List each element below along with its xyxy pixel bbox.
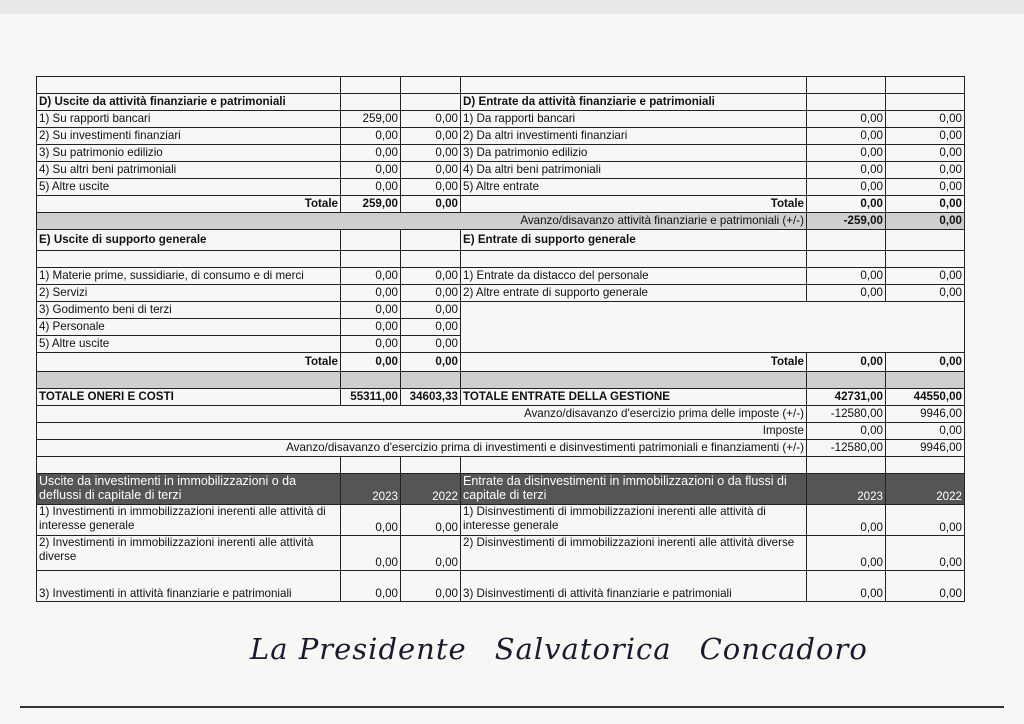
uscite-d-title: D) Uscite da attività finanziarie e patrimoniali (37, 94, 341, 111)
table-row: 5) Altre uscite 0,00 0,00 (37, 336, 965, 353)
rendiconto-table (36, 76, 965, 602)
page-bottom-rule (20, 706, 1004, 708)
table-row: 2) Su investimenti finanziari 0,00 0,00 2) Da altri investimenti finanziari 0,00 0,00 (37, 128, 965, 145)
entrate-investimenti-title: Entrate da disinvestimenti in immobilizzazioni o da flussi di capitale di terzi (461, 474, 807, 505)
blank-row (37, 251, 965, 268)
table-row: 1) Su rapporti bancari 259,00 0,00 1) Da rapporti bancari 0,00 0,00 (37, 111, 965, 128)
table-row: 2) Servizi 0,00 0,00 2) Altre entrate di supporto generale 0,00 0,00 (37, 285, 965, 302)
table-row: 4) Su altri beni patrimoniali 0,00 0,00 4) Da altri beni patrimoniali 0,00 0,00 (37, 162, 965, 179)
uscite-investimenti-title: Uscite da investimenti in immobilizzazioni o da deflussi di capitale di terzi (37, 474, 341, 505)
avanzo-imposte-row: Avanzo/disavanzo d'esercizio prima delle imposte (+/-) -12580,00 9946,00 (37, 406, 965, 423)
uscite-e-title: E) Uscite di supporto generale (37, 230, 341, 251)
table-row: 1) Materie prime, sussidiarie, di consumo e di merci 0,00 0,00 1) Entrate da distacco del personale 0,00 0,00 (37, 268, 965, 285)
section-e-header (37, 230, 965, 251)
handwritten-signature: La Presidente Salvatorica Concadoro (250, 632, 868, 666)
section-d-header (37, 94, 965, 111)
totali-row: TOTALE ONERI E COSTI 55311,00 34603,33 TOTALE ENTRATE DELLA GESTIONE 42731,00 44550,00 (37, 389, 965, 406)
bilancio-sheet (36, 76, 964, 602)
table-row: 3) Investimenti in attività finanziarie e patrimoniali 0,00 0,00 3) Disinvestimenti di attività finanziarie e patrimoniali 0,00 0,00 (37, 571, 965, 602)
avanzo-d-row: Avanzo/disavanzo attività finanziarie e patrimoniali (+/-) -259,00 0,00 (37, 213, 965, 230)
totale-row: Totale 259,00 0,00 Totale 0,00 0,00 (37, 196, 965, 213)
totale-row: Totale 0,00 0,00 Totale 0,00 0,00 (37, 353, 965, 372)
table-row: 2) Investimenti in immobilizzazioni inerenti alle attività diverse 0,00 0,00 2) Disinvestimenti di immobilizzazioni inerenti alle attività diverse 0,00 0,00 (37, 536, 965, 571)
imposte-row: Imposte 0,00 0,00 (37, 423, 965, 440)
table-row: 3) Su patrimonio edilizio 0,00 0,00 3) Da patrimonio edilizio 0,00 0,00 (37, 145, 965, 162)
table-row: 1) Investimenti in immobilizzazioni inerenti alle attività di interesse generale 0,00 0,00 1) Disinvestimenti di immobilizzazioni inerenti alle attività di interesse generale 0,00 0,00 (37, 505, 965, 536)
entrate-d-title: D) Entrate da attività finanziarie e patrimoniali (461, 94, 807, 111)
table-row: 4) Personale 0,00 0,00 (37, 319, 965, 336)
avanzo-investimenti-row: Avanzo/disavanzo d'esercizio prima di investimenti e disinvestimenti patrimoniali e finanziamenti (+/-) -12580,00 9946,00 (37, 440, 965, 457)
blank-row (37, 457, 965, 474)
investimenti-header: Uscite da investimenti in immobilizzazioni o da deflussi di capitale di terzi 2023 2022 Entrate da disinvestimenti in immobilizzazioni o da flussi di capitale di terzi 2023 2022 (37, 474, 965, 505)
table-row: 3) Godimento beni di terzi 0,00 0,00 (37, 302, 965, 319)
blank-row (37, 77, 965, 94)
scan-margin (0, 0, 1024, 14)
entrate-e-title: E) Entrate di supporto generale (461, 230, 807, 251)
table-row: 5) Altre uscite 0,00 0,00 5) Altre entrate 0,00 0,00 (37, 179, 965, 196)
shaded-divider (37, 372, 965, 389)
